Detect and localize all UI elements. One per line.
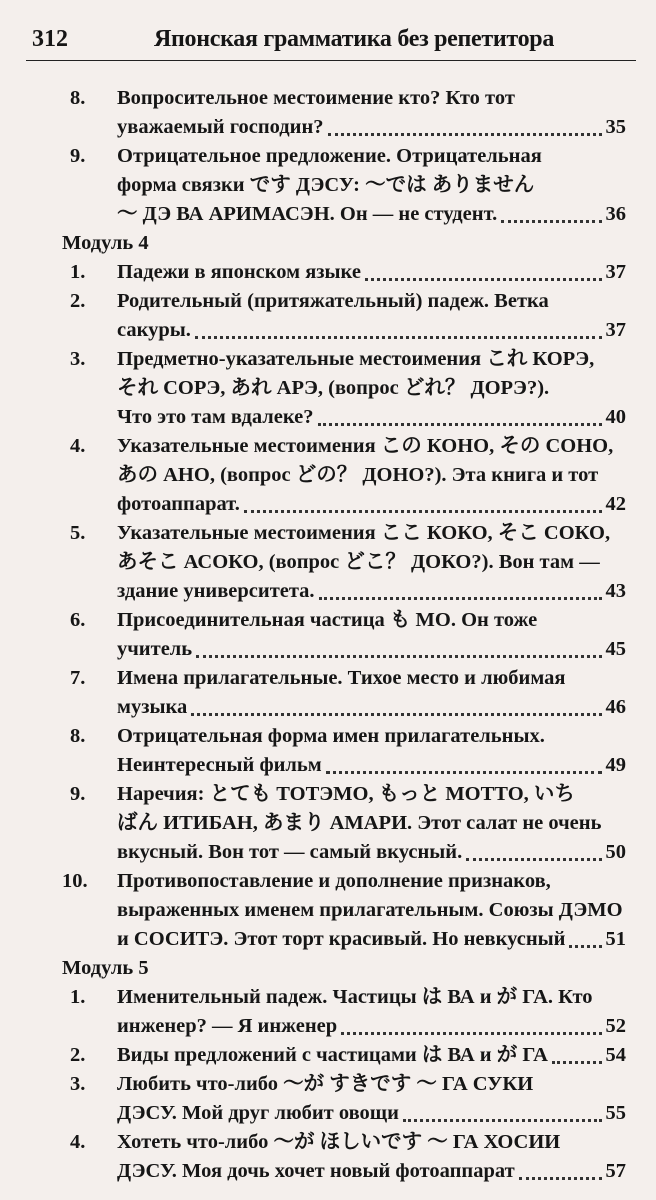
toc-entry [117,809,626,838]
entry-text: ～ ДЭ ВА АРИМАСЭН. Он — не студент. [117,203,498,225]
entry-text: Виды предложений с частицами は ВА и が ГА [117,1044,548,1066]
toc-line [0,722,656,751]
page-ref: 35 [605,116,626,138]
toc-line [0,403,656,432]
toc-entry [117,258,626,287]
entry-text: вкусный. Вон тот — самый вкусный. [117,841,463,863]
page-ref: 36 [605,203,626,225]
item-number: 9. [70,783,86,805]
toc-line [0,751,656,780]
toc-line [0,664,656,693]
toc-line [0,287,656,316]
item-number: 7. [70,667,86,689]
toc-entry [117,432,626,461]
entry-text: Предметно-указательные местоимения これ КОРЭ, [117,348,595,370]
toc-entry [117,925,626,954]
page-ref: 45 [605,638,626,660]
item-number: 8. [70,87,86,109]
toc-entry [117,200,626,229]
toc-line [0,345,656,374]
toc-entry [117,896,626,925]
item-number: 2. [70,1044,86,1066]
toc-line [0,461,656,490]
toc-line [0,838,656,867]
toc-line [0,142,656,171]
module-heading [0,229,656,258]
item-number: 9. [70,145,86,167]
entry-text: фотоаппарат. [117,493,240,515]
running-header [26,22,636,61]
toc-line [0,1128,656,1157]
entry-text: сакуры. [117,319,191,341]
entry-text: выраженных именем прилагательным. Союзы ДЭМО [117,899,623,921]
dot-leader [569,945,601,948]
entry-text: Наречия: とても ТОТЭМО, もっと МОТТО, いち [117,783,575,805]
dot-leader [466,858,601,861]
entry-text: Что это там вдалеке? [117,406,314,428]
toc-line [0,635,656,664]
item-number: 1. [70,261,86,283]
toc-entry [117,780,626,809]
toc-line [0,809,656,838]
item-number: 6. [70,609,86,631]
item-number: 4. [70,435,86,457]
dot-leader [328,133,602,136]
dot-leader [319,597,602,600]
toc-entry [117,171,626,200]
entry-text: Неинтересный фильм [117,754,322,776]
toc-entry [117,635,626,664]
toc-line [0,200,656,229]
entry-text: Падежи в японском языке [117,261,361,283]
toc-entry [117,1012,626,1041]
entry-text: あそこ АСОКО, (вопрос どこ？ ДОКО?). Вон там — [117,551,600,573]
entry-text: Имена прилагательные. Тихое место и любимая [117,667,566,689]
toc-entry [117,722,626,751]
toc-entry [117,983,626,1012]
page-ref: 42 [605,493,626,515]
toc-entry [117,374,626,403]
toc-entry [117,316,626,345]
toc-line [0,1070,656,1099]
dot-leader [244,510,602,513]
entry-text: Любить что-либо ～が すきです ～ ГА СУКИ [117,1073,534,1095]
toc-line [0,577,656,606]
toc-entry [117,113,626,142]
page-ref: 57 [605,1160,626,1182]
toc-entry [117,1070,626,1099]
page-ref: 43 [605,580,626,602]
entry-text: Родительный (притяжательный) падеж. Ветка [117,290,549,312]
toc-line [0,693,656,722]
toc-line [0,519,656,548]
entry-text: музыка [117,696,188,718]
dot-leader [196,655,601,658]
toc-entry [117,1041,626,1070]
toc-line [0,1041,656,1070]
entry-text: ДЭСУ. Мой друг любит овощи [117,1102,399,1124]
entry-text: Указательные местоимения ここ КОКО, そこ СОКО, [117,522,611,544]
entry-text: Именительный падеж. Частицы は ВА и が ГА. Кто [117,986,593,1008]
toc-entry [117,1128,626,1157]
toc-line [0,896,656,925]
item-number: 4. [70,1131,86,1153]
toc-line [0,374,656,403]
dot-leader [365,278,602,281]
toc-entry [117,548,626,577]
dot-leader [501,220,601,223]
entry-text: Отрицательная форма имен прилагательных. [117,725,545,747]
table-of-contents [0,84,656,1186]
toc-line [0,258,656,287]
item-number: 2. [70,290,86,312]
item-number: 10. [62,870,88,892]
toc-line [0,113,656,142]
dot-leader [403,1119,602,1122]
toc-line [0,925,656,954]
page-ref: 50 [605,841,626,863]
entry-text: Хотеть что-либо ～が ほしいです ～ ГА ХОСИИ [117,1131,561,1153]
entry-text: Отрицательное предложение. Отрицательная [117,145,542,167]
toc-line [0,780,656,809]
book-title: Японская грамматика без репетитора [154,26,555,52]
toc-line [0,548,656,577]
entry-text: あの АНО, (вопрос どの？ ДОНО?). Эта книга и тот [117,464,599,486]
entry-text: форма связки です ДЭСУ: ～では ありません [117,174,535,196]
toc-entry [117,751,626,780]
module-title: Модуль 5 [62,957,149,979]
entry-text: Противопоставление и дополнение признаков, [117,870,551,892]
toc-entry [117,693,626,722]
entry-text: и СОСИТЭ. Этот торт красивый. Но невкусный [117,928,566,950]
toc-entry [117,490,626,519]
toc-line [0,983,656,1012]
toc-entry [117,664,626,693]
entry-text: ДЭСУ. Моя дочь хочет новый фотоаппарат [117,1160,515,1182]
entry-text: здание университета. [117,580,315,602]
toc-line [0,606,656,635]
toc-line [0,867,656,896]
page-number: 312 [32,26,68,52]
toc-entry [117,838,626,867]
page-ref: 51 [605,928,626,950]
toc-entry [117,461,626,490]
toc-entry [117,142,626,171]
dot-leader [191,713,601,716]
dot-leader [318,423,602,426]
toc-entry [117,1157,626,1186]
entry-text: учитель [117,638,193,660]
toc-line [0,171,656,200]
toc-entry [117,577,626,606]
item-number: 1. [70,986,86,1008]
page-ref: 49 [605,754,626,776]
entry-text: それ СОРЭ, あれ АРЭ, (вопрос どれ？ ДОРЭ?). [117,377,550,399]
page-ref: 37 [605,261,626,283]
dot-leader [326,771,602,774]
toc-entry [117,84,626,113]
page-ref: 55 [605,1102,626,1124]
toc-line [0,1157,656,1186]
page-ref: 46 [605,696,626,718]
page-ref: 54 [605,1044,626,1066]
toc-entry [117,606,626,635]
entry-text: инженер? — Я инженер [117,1015,338,1037]
entry-text: ばん ИТИБАН, あまり АМАРИ. Этот салат не очень [117,812,602,834]
toc-line [0,1012,656,1041]
toc-entry [117,287,626,316]
item-number: 5. [70,522,86,544]
toc-line [0,1099,656,1128]
module-title: Модуль 4 [62,232,149,254]
entry-text: Указательные местоимения この КОНО, その СОНО, [117,435,614,457]
toc-entry [117,1099,626,1128]
dot-leader [552,1061,602,1064]
entry-text: Присоединительная частица も МО. Он тоже [117,609,538,631]
page-ref: 40 [605,406,626,428]
entry-text: Вопросительное местоимение кто? Кто тот [117,87,515,109]
item-number: 8. [70,725,86,747]
page-ref: 52 [605,1015,626,1037]
dot-leader [341,1032,601,1035]
toc-line [0,316,656,345]
toc-entry [117,403,626,432]
entry-text: уважаемый господин? [117,116,324,138]
dot-leader [519,1177,602,1180]
toc-line [0,432,656,461]
item-number: 3. [70,348,86,370]
module-heading [0,954,656,983]
toc-line [0,84,656,113]
page-ref: 37 [605,319,626,341]
toc-line [0,490,656,519]
toc-entry [117,519,626,548]
dot-leader [195,336,602,339]
toc-entry [117,867,626,896]
toc-entry [117,345,626,374]
item-number: 3. [70,1073,86,1095]
